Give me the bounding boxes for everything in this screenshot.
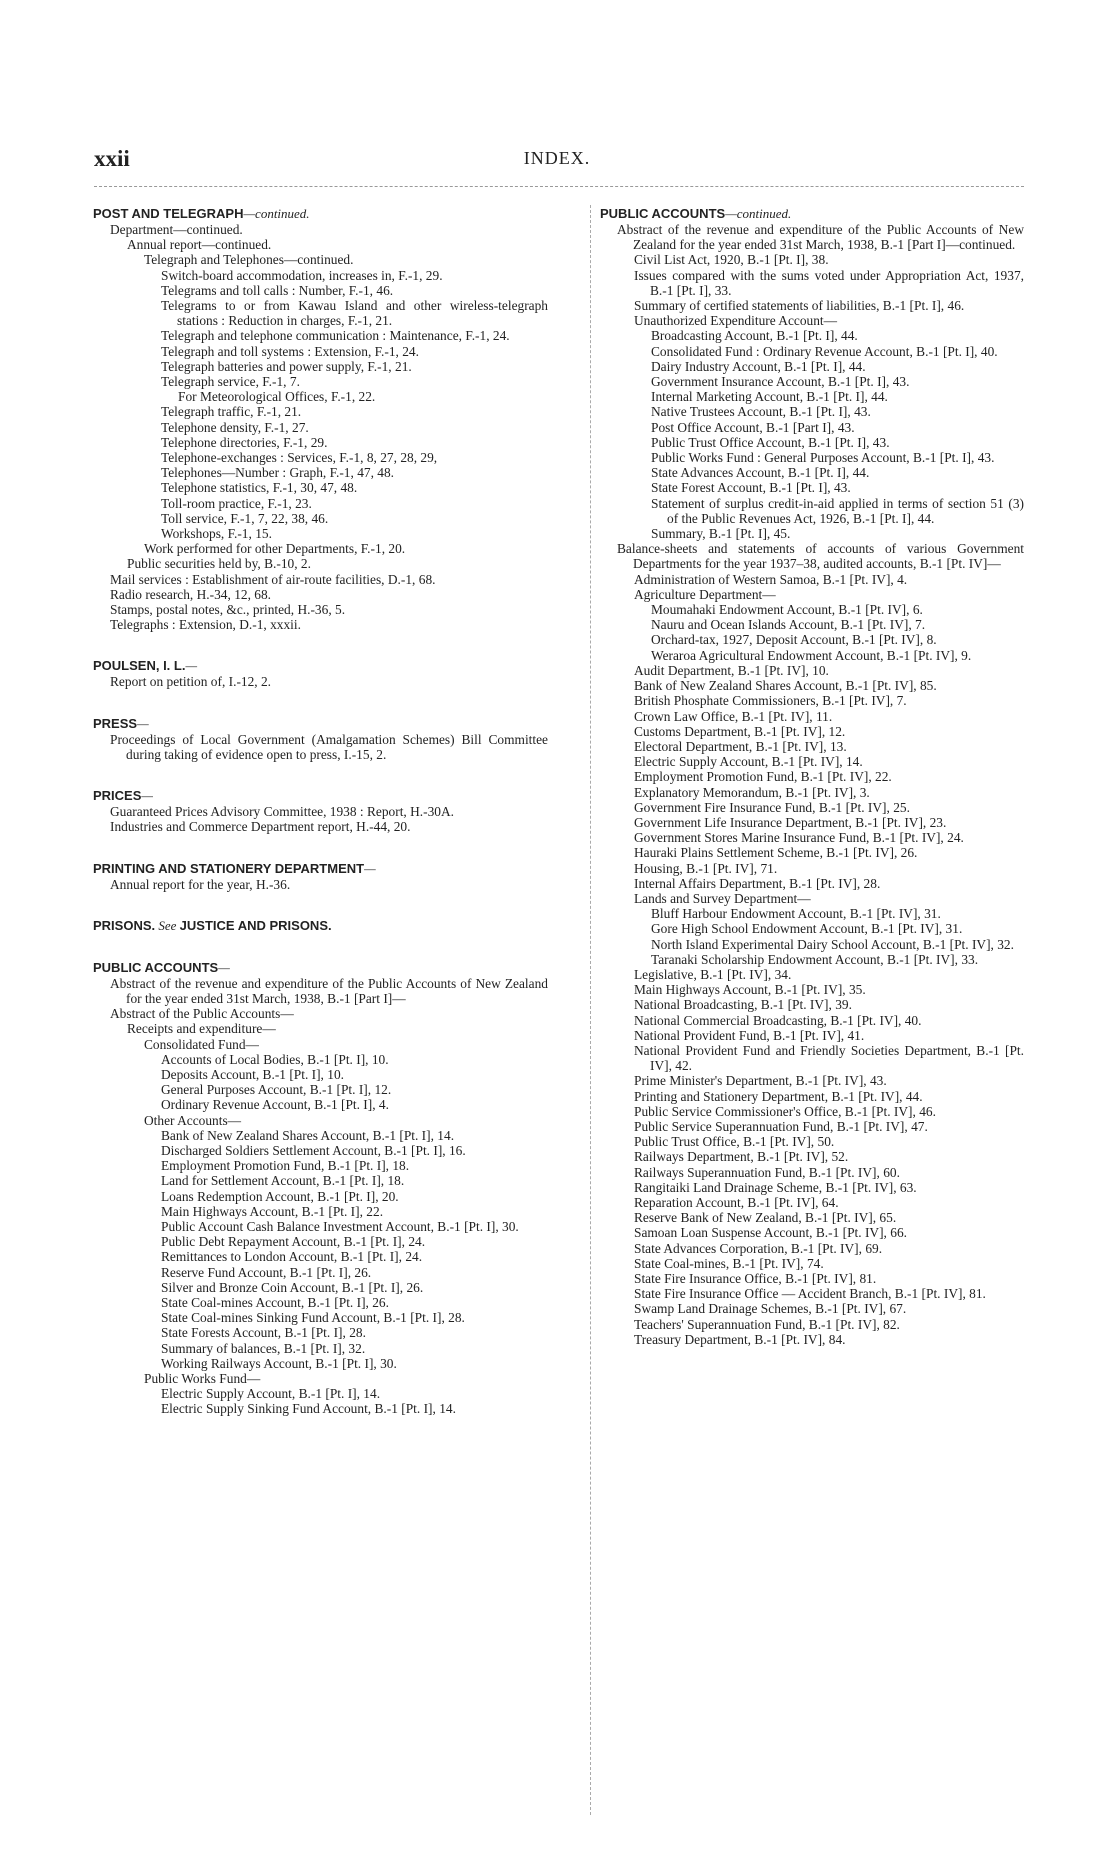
index-entry: National Provident Fund and Friendly Societies Department, B.-1 [Pt. IV], 42. [634, 1042, 1024, 1074]
index-entry: Electoral Department, B.-1 [Pt. IV], 13. [634, 738, 847, 754]
continued-marker: — [218, 959, 230, 975]
index-entry: Moumahaki Endowment Account, B.-1 [Pt. IV], 6. [651, 602, 923, 618]
index-entry: Telegraph traffic, F.-1, 21. [161, 404, 302, 420]
continued-marker: — [185, 658, 198, 674]
see-reference: See [155, 917, 180, 933]
continued-marker: — [137, 715, 149, 731]
index-entry: Electric Supply Account, B.-1 [Pt. I], 14. [161, 1386, 381, 1402]
index-entry: Public Service Superannuation Fund, B.-1 [Pt. IV], 47. [634, 1118, 928, 1134]
index-entry: Consolidated Fund— [144, 1036, 259, 1052]
index-entry: Public Works Fund— [144, 1370, 261, 1386]
index-heading-text: PUBLIC ACCOUNTS [93, 959, 219, 975]
index-entry: Ordinary Revenue Account, B.-1 [Pt. I], 4. [161, 1097, 389, 1113]
index-entry: Guaranteed Prices Advisory Committee, 1938 : Report, H.-30A. [110, 804, 455, 820]
index-entry: Electric Supply Sinking Fund Account, B.-1 [Pt. I], 14. [161, 1401, 456, 1417]
continued-marker: —continued. [725, 206, 792, 221]
index-entry: North Island Experimental Dairy School Account, B.-1 [Pt. IV], 32. [651, 936, 1014, 952]
index-entry: Land for Settlement Account, B.-1 [Pt. I], 18. [161, 1173, 405, 1189]
index-entry: Printing and Stationery Department, B.-1 [Pt. IV], 44. [634, 1088, 923, 1104]
index-heading [93, 918, 548, 934]
index-entry: Crown Law Office, B.-1 [Pt. IV], 11. [634, 708, 833, 724]
index-entry: Reserve Bank of New Zealand, B.-1 [Pt. IV], 65. [634, 1210, 897, 1226]
index-entry: Civil List Act, 1920, B.-1 [Pt. I], 38. [634, 252, 829, 268]
continued-marker: — [364, 860, 376, 876]
index-entry: Bluff Harbour Endowment Account, B.-1 [Pt. IV], 31. [651, 906, 941, 922]
index-heading [93, 658, 548, 674]
index-entry: State Coal-mines, B.-1 [Pt. IV], 74. [634, 1255, 824, 1271]
index-heading-text: PRISONS. [93, 917, 156, 933]
index-entry: State Advances Account, B.-1 [Pt. I], 44. [651, 465, 870, 481]
index-entry: Dairy Industry Account, B.-1 [Pt. I], 44. [651, 358, 866, 374]
index-entry: For Meteorological Offices, F.-1, 22. [178, 389, 376, 405]
index-entry: State Advances Corporation, B.-1 [Pt. IV], 69. [634, 1240, 883, 1256]
index-entry: Stamps, postal notes, &c., printed, H.-36, 5. [110, 602, 346, 618]
index-entry: Telegraph and toll systems : Extension, F.-1, 24. [161, 343, 419, 359]
index-entry: Hauraki Plains Settlement Scheme, B.-1 [Pt. IV], 26. [634, 845, 918, 861]
index-entry: Telephone directories, F.-1, 29. [161, 434, 328, 450]
index-entry: Bank of New Zealand Shares Account, B.-1 [Pt. I], 14. [161, 1127, 455, 1143]
index-entry: Reparation Account, B.-1 [Pt. IV], 64. [634, 1195, 839, 1210]
index-entry: Samoan Loan Suspense Account, B.-1 [Pt. IV], 66. [634, 1225, 907, 1241]
index-entry: Reserve Fund Account, B.-1 [Pt. I], 26. [161, 1264, 372, 1280]
index-entry: Report on petition of, I.-12, 2. [110, 674, 272, 690]
index-entry: State Coal-mines Sinking Fund Account, B.-1 [Pt. I], 28. [161, 1310, 465, 1326]
index-entry: National Provident Fund, B.-1 [Pt. IV], 41. [634, 1027, 865, 1043]
index-heading-text: PRICES [93, 788, 142, 804]
index-entry: Summary of certified statements of liabilities, B.-1 [Pt. I], 46. [634, 298, 965, 314]
index-entry: Government Fire Insurance Fund, B.-1 [Pt. IV], 25. [634, 799, 910, 815]
index-heading [93, 206, 548, 222]
index-entry: Weraroa Agricultural Endowment Account, B.-1 [Pt. IV], 9. [651, 647, 972, 663]
page-number: xxii [94, 146, 130, 171]
index-entry: Teachers' Superannuation Fund, B.-1 [Pt. IV], 82. [634, 1316, 900, 1332]
index-entry: Radio research, H.-34, 12, 68. [110, 586, 272, 602]
index-entry: Customs Department, B.-1 [Pt. IV], 12. [634, 723, 846, 739]
section-gap [93, 835, 548, 861]
index-entry: Abstract of the revenue and expenditure of the Public Accounts of New Zealand for the year ended 31st March, 1938, B.-1 [Part I]— [110, 975, 548, 1006]
index-entry: Post Office Account, B.-1 [Part I], 43. [651, 419, 855, 435]
see-target: JUSTICE AND PRISONS. [179, 917, 332, 933]
header-rule [94, 186, 1024, 187]
index-heading-text: PUBLIC ACCOUNTS [600, 206, 726, 221]
index-entry: Rangitaiki Land Drainage Scheme, B.-1 [Pt. IV], 63. [634, 1179, 917, 1195]
index-heading [93, 716, 548, 732]
index-entry: State Coal-mines Account, B.-1 [Pt. I], 26. [161, 1294, 389, 1310]
index-entry: State Fire Insurance Office, B.-1 [Pt. IV], 81. [634, 1271, 877, 1287]
section-gap [93, 934, 548, 960]
index-heading [600, 206, 1024, 222]
index-entry: Housing, B.-1 [Pt. IV], 71. [634, 860, 778, 876]
index-entry: Consolidated Fund : Ordinary Revenue Account, B.-1 [Pt. I], 40. [651, 343, 998, 359]
index-entry: Balance-sheets and statements of accounts of various Government Departments for the year 1937–38, audited accounts, B.-1 [Pt. IV]— [617, 541, 1024, 572]
index-entry: Toll-room practice, F.-1, 23. [161, 495, 312, 511]
running-head: INDEX. [523, 148, 591, 168]
index-entry: Working Railways Account, B.-1 [Pt. I], 30. [161, 1355, 397, 1371]
index-entry: Workshops, F.-1, 15. [161, 526, 272, 542]
index-heading-text: POST AND TELEGRAPH [93, 206, 244, 221]
index-heading [93, 788, 548, 804]
index-entry: Agriculture Department— [634, 586, 776, 602]
index-entry: Telegraph service, F.-1, 7. [161, 374, 300, 390]
index-entry: Internal Marketing Account, B.-1 [Pt. I], 44. [651, 389, 888, 405]
index-entry: General Purposes Account, B.-1 [Pt. I], 12. [161, 1082, 392, 1098]
index-entry: Other Accounts— [144, 1112, 242, 1128]
index-entry: Telegraph batteries and power supply, F.-1, 21. [161, 358, 412, 374]
index-entry: Bank of New Zealand Shares Account, B.-1 [Pt. IV], 85. [634, 678, 937, 694]
index-entry: National Commercial Broadcasting, B.-1 [Pt. IV], 40. [634, 1012, 922, 1028]
index-heading [93, 960, 548, 976]
index-entry: Broadcasting Account, B.-1 [Pt. I], 44. [651, 328, 858, 344]
index-entry: Lands and Survey Department— [634, 890, 811, 906]
index-entry: Telephones—Number : Graph, F.-1, 47, 48. [161, 465, 395, 481]
index-entry: State Fire Insurance Office — Accident Branch, B.-1 [Pt. IV], 81. [634, 1286, 986, 1302]
section-gap [93, 632, 548, 658]
index-heading-text: POULSEN, I. L. [93, 658, 186, 674]
index-entry: Railways Superannuation Fund, B.-1 [Pt. IV], 60. [634, 1164, 900, 1180]
index-entry: Statement of surplus credit-in-aid applied in terms of section 51 (3) of the Public Revenues Act, 1926, B.-1 [Pt. I], 44. [651, 495, 1024, 526]
index-entry: Discharged Soldiers Settlement Account, B.-1 [Pt. I], 16. [161, 1142, 466, 1158]
index-entry: Swamp Land Drainage Schemes, B.-1 [Pt. IV], 67. [634, 1301, 907, 1317]
index-heading-text: PRINTING AND STATIONERY DEPARTMENT [93, 860, 365, 876]
index-entry: Telegraphs : Extension, D.-1, xxxii. [110, 617, 301, 633]
index-entry: Nauru and Ocean Islands Account, B.-1 [Pt. IV], 7. [651, 617, 926, 633]
index-entry: Summary, B.-1 [Pt. I], 45. [651, 526, 791, 542]
index-entry: Receipts and expenditure— [127, 1021, 276, 1037]
index-column-left [93, 206, 548, 1417]
continued-marker: —continued. [243, 206, 310, 221]
index-entry: Electric Supply Account, B.-1 [Pt. IV], 14. [634, 754, 863, 770]
index-entry: Telephone statistics, F.-1, 30, 47, 48. [161, 480, 358, 496]
index-entry: Switch-board accommodation, increases in, F.-1, 29. [161, 267, 443, 283]
index-entry: Prime Minister's Department, B.-1 [Pt. IV], 43. [634, 1073, 887, 1089]
index-entry: Administration of Western Samoa, B.-1 [Pt. IV], 4. [634, 571, 908, 587]
index-entry: Annual report for the year, H.-36. [110, 876, 291, 892]
index-entry: British Phosphate Commissioners, B.-1 [Pt. IV], 7. [634, 693, 907, 709]
index-entry: Government Life Insurance Department, B.-1 [Pt. IV], 23. [634, 814, 947, 830]
index-entry: Silver and Bronze Coin Account, B.-1 [Pt. I], 26. [161, 1279, 424, 1295]
index-entry: Legislative, B.-1 [Pt. IV], 34. [634, 966, 792, 982]
index-entry: Audit Department, B.-1 [Pt. IV], 10. [634, 662, 829, 678]
index-entry: Railways Department, B.-1 [Pt. IV], 52. [634, 1149, 849, 1165]
index-entry: Telephone density, F.-1, 27. [161, 419, 309, 435]
index-entry: Work performed for other Departments, F.-1, 20. [144, 541, 406, 557]
index-entry: Abstract of the revenue and expenditure of the Public Accounts of New Zealand for the year ended 31st March, 1938, B.-1 [Part I]—continued. [617, 222, 1024, 253]
section-gap [93, 892, 548, 918]
index-entry: Unauthorized Expenditure Account— [634, 313, 838, 329]
section-gap [93, 690, 548, 716]
index-entry: Industries and Commerce Department report, H.-44, 20. [110, 819, 411, 835]
index-entry: State Forests Account, B.-1 [Pt. I], 28. [161, 1325, 366, 1341]
index-entry: State Forest Account, B.-1 [Pt. I], 43. [651, 480, 851, 496]
index-entry: Main Highways Account, B.-1 [Pt. IV], 35. [634, 982, 866, 998]
index-entry: Proceedings of Local Government (Amalgamation Schemes) Bill Committee during taking of evidence open to press, I.-15, 2. [110, 731, 548, 762]
index-entry: Department—continued. [110, 222, 243, 237]
index-entry: Employment Promotion Fund, B.-1 [Pt. I], 18. [161, 1158, 410, 1174]
index-entry: Public Works Fund : General Purposes Account, B.-1 [Pt. I], 43. [651, 450, 995, 466]
index-entry: Telegrams and toll calls : Number, F.-1, 46. [161, 282, 394, 298]
index-heading-text: PRESS [93, 715, 138, 731]
index-entry: Employment Promotion Fund, B.-1 [Pt. IV], 22. [634, 769, 892, 785]
index-entry: Loans Redemption Account, B.-1 [Pt. I], 20. [161, 1188, 399, 1204]
index-entry: Deposits Account, B.-1 [Pt. I], 10. [161, 1066, 344, 1082]
index-entry: National Broadcasting, B.-1 [Pt. IV], 39. [634, 997, 852, 1013]
index-entry: Remittances to London Account, B.-1 [Pt. I], 24. [161, 1249, 423, 1265]
index-entry: Issues compared with the sums voted under Appropriation Act, 1937, B.-1 [Pt. I], 33. [634, 267, 1024, 298]
index-entry: Abstract of the Public Accounts— [110, 1006, 294, 1022]
index-column-right [600, 206, 1024, 1347]
index-entry: Orchard-tax, 1927, Deposit Account, B.-1 [Pt. IV], 8. [651, 632, 937, 648]
continued-marker: — [141, 788, 153, 804]
section-gap [93, 762, 548, 788]
index-entry: Explanatory Memorandum, B.-1 [Pt. IV], 3. [634, 784, 870, 800]
index-entry: Government Insurance Account, B.-1 [Pt. I], 43. [651, 374, 910, 390]
index-entry: Public Trust Office, B.-1 [Pt. IV], 50. [634, 1134, 835, 1150]
column-divider [590, 205, 591, 1815]
index-entry: Telegrams to or from Kawau Island and other wireless-telegraph stations : Reduction in charges, F.-1, 21. [161, 298, 548, 329]
index-entry: Public Trust Office Account, B.-1 [Pt. I], 43. [651, 434, 890, 450]
index-entry: Public Debt Repayment Account, B.-1 [Pt. I], 24. [161, 1234, 426, 1250]
index-entry: Accounts of Local Bodies, B.-1 [Pt. I], 10. [161, 1051, 389, 1067]
index-entry: Public Service Commissioner's Office, B.-1 [Pt. IV], 46. [634, 1103, 936, 1119]
index-entry: Government Stores Marine Insurance Fund, B.-1 [Pt. IV], 24. [634, 830, 964, 846]
index-entry: Toll service, F.-1, 7, 22, 38, 46. [161, 510, 329, 526]
index-heading [93, 861, 548, 877]
index-entry: Taranaki Scholarship Endowment Account, B.-1 [Pt. IV], 33. [651, 951, 979, 967]
index-entry: Public Account Cash Balance Investment Account, B.-1 [Pt. I], 30. [161, 1218, 519, 1234]
index-entry: Gore High School Endowment Account, B.-1 [Pt. IV], 31. [651, 921, 963, 937]
index-entry: Telegraph and telephone communication : Maintenance, F.-1, 24. [161, 328, 510, 344]
index-entry: Telegraph and Telephones—continued. [144, 252, 354, 268]
index-entry: Native Trustees Account, B.-1 [Pt. I], 43. [651, 404, 871, 420]
index-entry: Summary of balances, B.-1 [Pt. I], 32. [161, 1340, 366, 1356]
index-entry: Main Highways Account, B.-1 [Pt. I], 22. [161, 1203, 384, 1219]
index-entry: Mail services : Establishment of air-route facilities, D.-1, 68. [110, 571, 436, 587]
index-entry: Annual report—continued. [127, 237, 272, 253]
index-entry: Internal Affairs Department, B.-1 [Pt. IV], 28. [634, 875, 881, 891]
index-entry: Treasury Department, B.-1 [Pt. IV], 84. [634, 1331, 846, 1347]
index-entry: Public securities held by, B.-10, 2. [127, 556, 311, 572]
index-entry: Telephone-exchanges : Services, F.-1, 8, 27, 28, 29, [161, 450, 438, 466]
